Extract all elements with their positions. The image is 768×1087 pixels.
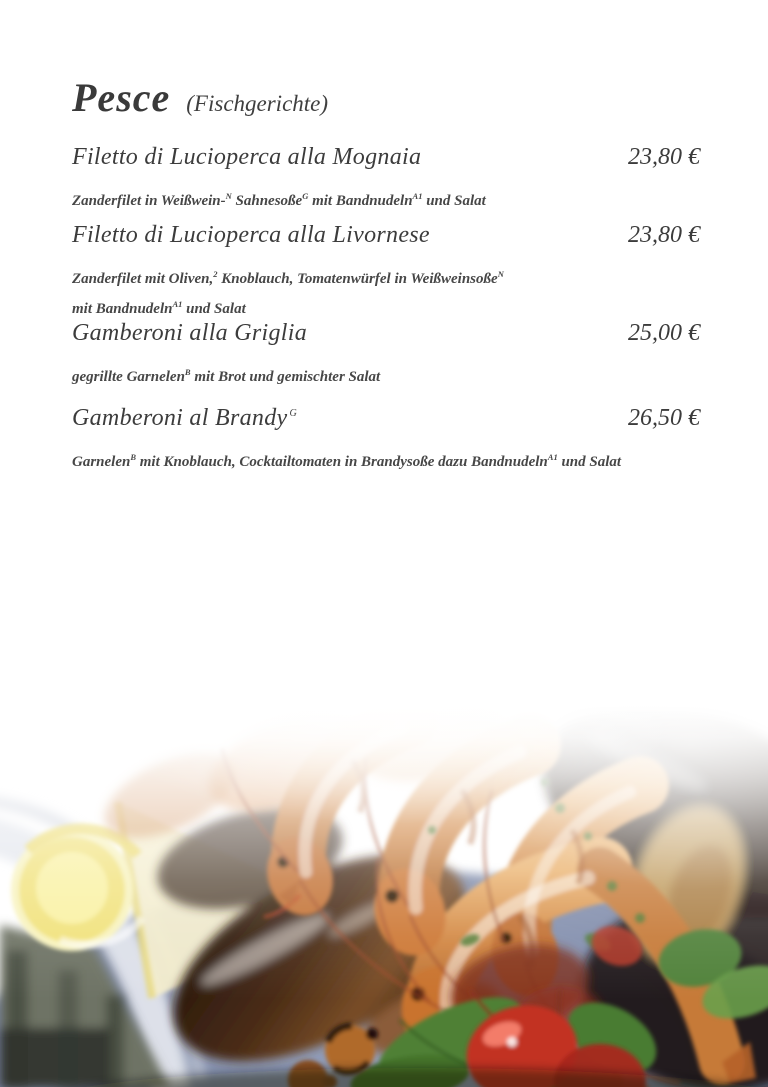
- dish-name-text: Gamberoni al Brandy: [72, 405, 288, 431]
- dish-price: 23,80 €: [628, 144, 700, 170]
- dish-price: 23,80 €: [628, 222, 700, 248]
- menu-item: [72, 314, 700, 390]
- section-header: [72, 74, 328, 121]
- dish-description: [72, 360, 700, 390]
- dish-description-line: Garnelen$^B$ mit Knoblauch, Cocktailtomaten in Brandysoße dazu Bandnudeln$^{A1}$ und Salat: [72, 452, 622, 470]
- allergen-superscript: B: [130, 452, 137, 462]
- section-title: Pesce: [72, 75, 171, 120]
- dish-description: [72, 445, 700, 475]
- allergen-superscript: N: [225, 191, 232, 201]
- menu-item: [72, 399, 700, 475]
- dish-row: [72, 216, 700, 250]
- menu-item: [72, 216, 700, 322]
- dish-price: 26,50 €: [628, 405, 700, 431]
- dish-name-text: Filetto di Lucioperca alla Livornese: [72, 222, 430, 248]
- dish-description: [72, 262, 700, 322]
- allergen-superscript: A1: [172, 299, 183, 309]
- allergen-superscript: B: [184, 367, 191, 377]
- dish-name: [72, 314, 309, 348]
- dish-name-text: Gamberoni alla Griglia: [72, 320, 308, 346]
- dish-description-line: mit Bandnudeln$^{A1}$ und Salat: [72, 299, 246, 317]
- dish-name-superscript: G: [289, 408, 297, 419]
- menu-item: [72, 138, 700, 214]
- dish-name-text: Filetto di Lucioperca alla Mognaia: [72, 144, 422, 170]
- dish-row: [72, 399, 700, 433]
- dish-name: [72, 216, 432, 250]
- dish-description-line: gegrillte Garnelen$^B$ mit Brot und gemischter Salat: [72, 367, 381, 385]
- dish-description-line: Zanderfilet in Weißwein-$^N$ Sahnesoße$^G$ mit Bandnudeln$^{A1}$ und Salat: [72, 191, 486, 209]
- allergen-superscript: N: [497, 269, 504, 279]
- dish-price: 25,00 €: [628, 320, 700, 346]
- dish-row: [72, 314, 700, 348]
- allergen-superscript: A1: [547, 452, 558, 462]
- section-subtitle: (Fischgerichte): [186, 91, 329, 116]
- dish-description-line: Zanderfilet mit Oliven,$^2$ Knoblauch, Tomatenwürfel in Weißweinsoße$^N$: [72, 269, 504, 287]
- dish-description: [72, 184, 700, 214]
- dish-name: [72, 399, 297, 433]
- dish-name: [72, 138, 423, 172]
- allergen-superscript: G: [302, 191, 309, 201]
- allergen-superscript: A1: [412, 191, 423, 201]
- allergen-superscript: 2: [213, 269, 218, 279]
- dish-row: [72, 138, 700, 172]
- seafood-photo-art: [0, 690, 768, 1087]
- seafood-platter-photo: [0, 690, 768, 1087]
